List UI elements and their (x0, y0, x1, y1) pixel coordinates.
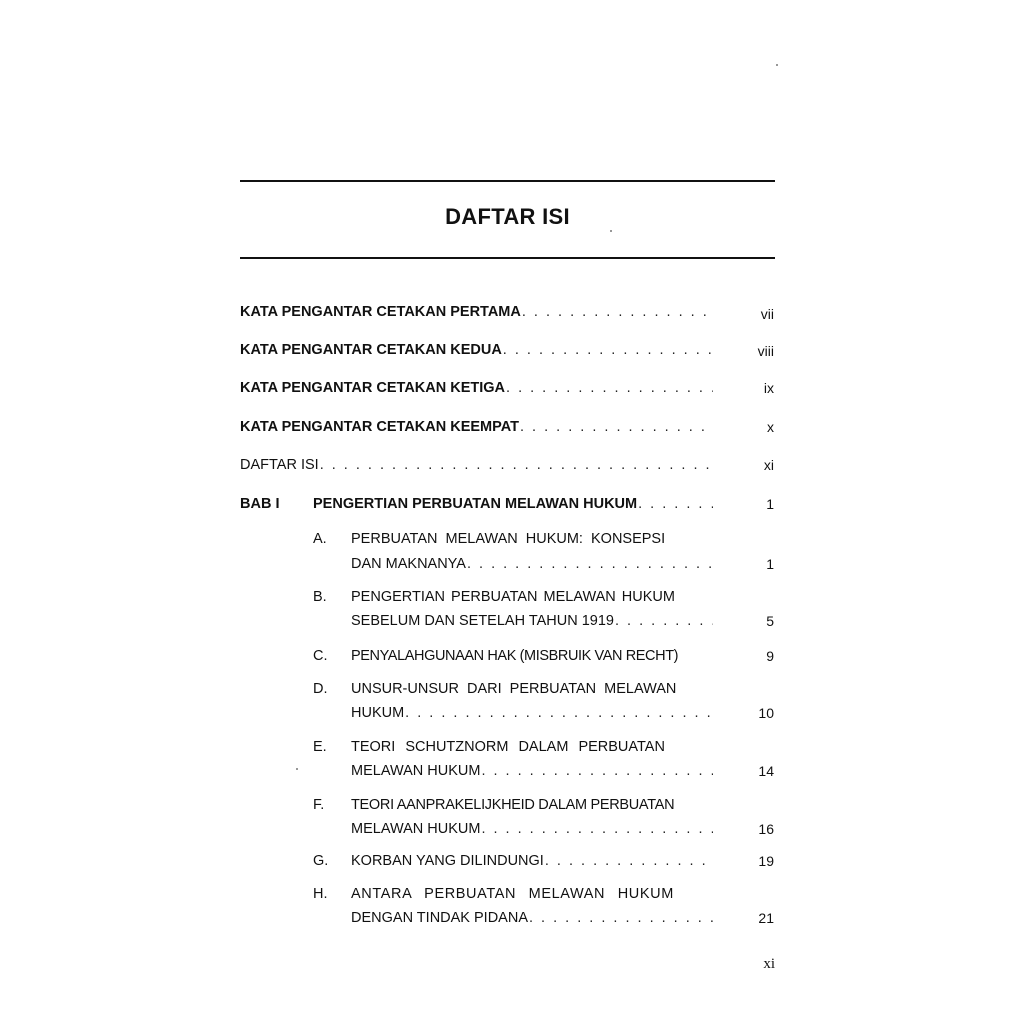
toc-entry-title: KATA PENGANTAR CETAKAN KEDUA (240, 342, 502, 358)
section-title-line2: HUKUM (351, 705, 405, 721)
scan-speck (296, 768, 298, 770)
section-title-line1[interactable]: PENGERTIAN PERBUATAN MELAWAN HUKUM (351, 589, 675, 605)
toc-entry-title: KATA PENGANTAR CETAKAN KETIGA (240, 380, 506, 396)
section-title[interactable]: PENYALAHGUNAAN HAK (MISBRUIK VAN RECHT) (351, 648, 679, 664)
toc-entry-page: vii (760, 306, 774, 322)
section-title-line2: MELAWAN HUKUM (351, 763, 481, 779)
top-rule (240, 180, 775, 182)
section-title-line1[interactable]: ANTARA PERBUATAN MELAWAN HUKUM (351, 886, 674, 902)
section-letter: C. (313, 648, 328, 664)
section-title-line1[interactable]: TEORI AANPRAKELIJKHEID DALAM PERBUATAN (351, 797, 675, 813)
toc-entry[interactable] (240, 342, 715, 358)
section-entry[interactable] (351, 613, 715, 629)
dot-leader (545, 853, 713, 869)
section-page: 1 (766, 556, 774, 572)
dot-leader (320, 457, 713, 473)
section-title-line1[interactable]: TEORI SCHUTZNORM DALAM PERBUATAN (351, 739, 665, 755)
chapter-label: BAB I (240, 496, 280, 512)
toc-entry[interactable] (240, 304, 715, 320)
section-page: 10 (758, 705, 774, 721)
dot-leader (520, 419, 713, 435)
dot-leader (506, 380, 713, 396)
section-page: 9 (766, 648, 774, 664)
toc-entry-title: DAFTAR ISI (240, 457, 319, 473)
toc-entry-page: viii (757, 343, 774, 359)
section-entry[interactable] (351, 705, 715, 721)
scan-speck (610, 230, 612, 232)
section-title-line1[interactable]: PERBUATAN MELAWAN HUKUM: KONSEPSI (351, 531, 666, 547)
section-title-line2: MELAWAN HUKUM (351, 821, 481, 837)
toc-entry-page: x (767, 419, 774, 435)
section-entry[interactable] (351, 853, 715, 869)
chapter-entry[interactable] (313, 496, 715, 512)
page-title: DAFTAR ISI (445, 204, 570, 229)
toc-entry[interactable] (240, 380, 715, 396)
section-letter: A. (313, 531, 327, 547)
toc-entry-title: KATA PENGANTAR CETAKAN PERTAMA (240, 304, 521, 320)
chapter-page: 1 (766, 496, 774, 512)
dot-leader (615, 613, 713, 629)
dot-leader (638, 496, 713, 512)
toc-entry-title: KATA PENGANTAR CETAKAN KEEMPAT (240, 419, 519, 435)
section-entry[interactable] (351, 763, 715, 779)
bottom-rule (240, 257, 775, 259)
dot-leader (503, 342, 713, 358)
section-page: 16 (758, 821, 774, 837)
section-title-line2: SEBELUM DAN SETELAH TAHUN 1919 (351, 613, 614, 629)
toc-entry[interactable] (240, 419, 715, 435)
toc-entry-page: xi (763, 457, 774, 473)
toc-entry-page: ix (763, 380, 774, 396)
section-entry[interactable] (351, 910, 715, 926)
section-title: KORBAN YANG DILINDUNGI (351, 853, 544, 869)
section-letter: D. (313, 681, 328, 697)
dot-leader (481, 763, 713, 779)
scan-speck (776, 64, 778, 66)
section-page: 19 (758, 853, 774, 869)
section-entry[interactable] (351, 821, 715, 837)
chapter-title: PENGERTIAN PERBUATAN MELAWAN HUKUM (313, 496, 638, 512)
section-page: 21 (758, 910, 774, 926)
section-letter: F. (313, 797, 325, 813)
section-title-line2: DAN MAKNANYA (351, 556, 466, 572)
section-letter: E. (313, 739, 327, 755)
section-page: 14 (758, 763, 774, 779)
section-entry[interactable] (351, 556, 715, 572)
section-letter: B. (313, 589, 327, 605)
dot-leader (522, 304, 713, 320)
dot-leader (467, 556, 713, 572)
section-title-line2: DENGAN TINDAK PIDANA (351, 910, 528, 926)
section-letter: H. (313, 886, 328, 902)
dot-leader (481, 821, 713, 837)
section-page: 5 (766, 613, 774, 629)
toc-entry[interactable] (240, 457, 715, 473)
dot-leader (405, 705, 713, 721)
page-number: xi (763, 956, 775, 972)
section-letter: G. (313, 853, 329, 869)
section-title-line1[interactable]: UNSUR-UNSUR DARI PERBUATAN MELAWAN (351, 681, 677, 697)
dot-leader (529, 910, 713, 926)
